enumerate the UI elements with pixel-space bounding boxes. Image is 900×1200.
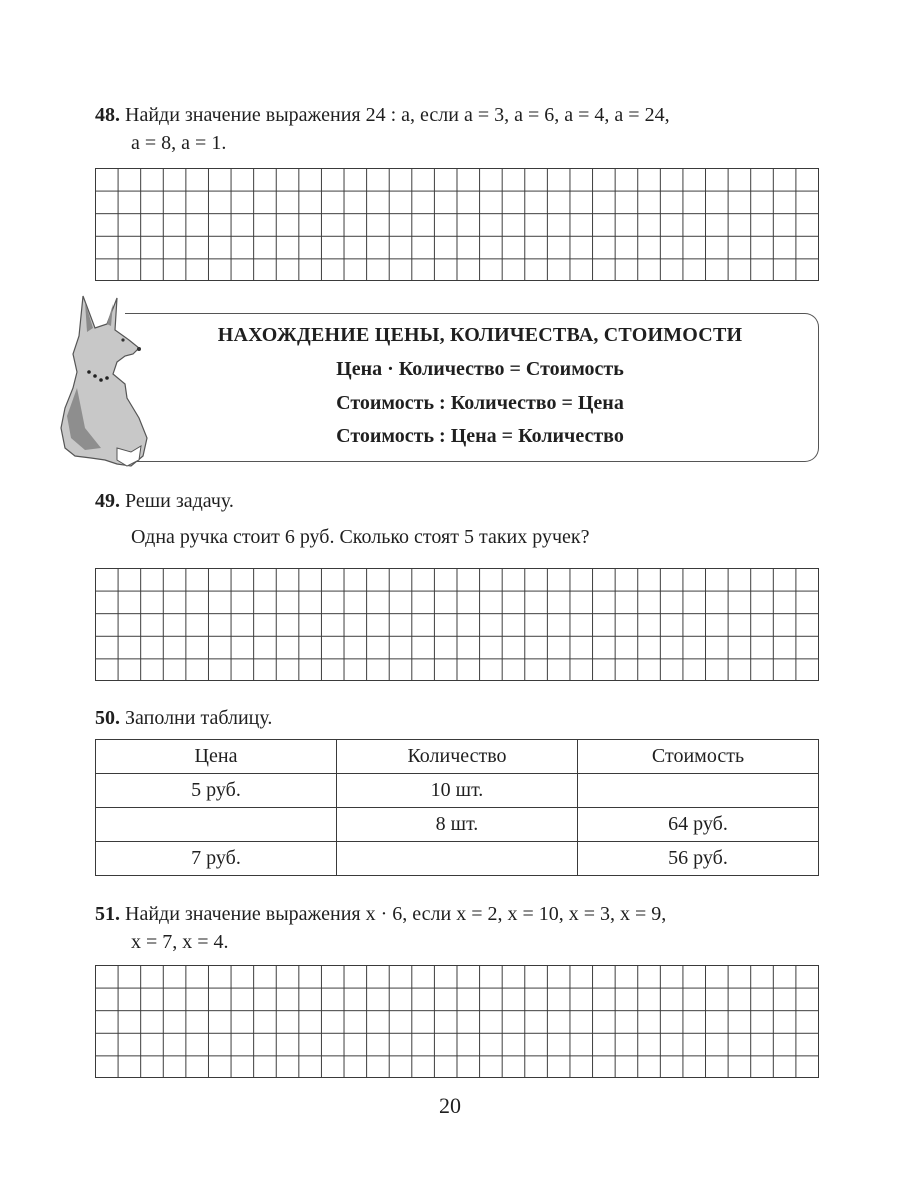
cell-price: 5 руб. [96, 774, 337, 808]
task-statement-continued: a = 8, a = 1. [131, 132, 227, 154]
answer-grid-48[interactable] [95, 168, 819, 281]
task-48-text [95, 101, 670, 157]
cell-quantity: 8 шт. [337, 808, 578, 842]
task-number: 48. [95, 104, 120, 126]
task-number: 51. [95, 903, 120, 925]
formula-cost: Цена · Количество = Стоимость [336, 358, 624, 380]
task-instruction: Реши задачу. [125, 490, 234, 512]
cell-price-blank[interactable] [96, 808, 337, 842]
task-49-problem: Одна ручка стоит 6 руб. Сколько стоят 5 таких ручек? [131, 526, 590, 548]
cell-quantity: 10 шт. [337, 774, 578, 808]
table-header-row [96, 740, 819, 774]
cell-price: 7 руб. [96, 842, 337, 876]
task-50-text [95, 704, 272, 732]
table-row [96, 774, 819, 808]
task-49-text [95, 487, 234, 515]
rule-box-title: НАХОЖДЕНИЕ ЦЕНЫ, КОЛИЧЕСТВА, СТОИМОСТИ [217, 324, 743, 346]
formula-quantity: Стоимость : Цена = Количество [336, 425, 624, 447]
task-51-text [95, 900, 666, 956]
task-statement: Найди значение выражения x · 6, если x = 2, x = 10, x = 3, x = 9, [125, 903, 667, 925]
price-quantity-cost-table [95, 739, 819, 876]
answer-grid-51[interactable] [95, 965, 819, 1078]
task-number: 50. [95, 707, 120, 729]
header-price: Цена [96, 740, 337, 774]
header-cost: Стоимость [578, 740, 819, 774]
cell-cost: 64 руб. [578, 808, 819, 842]
table-row [96, 842, 819, 876]
cell-quantity-blank[interactable] [337, 842, 578, 876]
task-instruction: Заполни таблицу. [125, 707, 273, 729]
table-row [96, 808, 819, 842]
formula-price: Стоимость : Количество = Цена [336, 392, 624, 414]
answer-grid-49[interactable] [95, 568, 819, 681]
task-statement-continued: x = 7, x = 4. [131, 931, 229, 953]
cell-cost-blank[interactable] [578, 774, 819, 808]
task-number: 49. [95, 490, 120, 512]
cell-cost: 56 руб. [578, 842, 819, 876]
task-statement: Найди значение выражения 24 : a, если a = 3, a = 6, a = 4, a = 24, [125, 104, 670, 126]
header-quantity: Количество [337, 740, 578, 774]
page-number: 20 [439, 1093, 461, 1118]
